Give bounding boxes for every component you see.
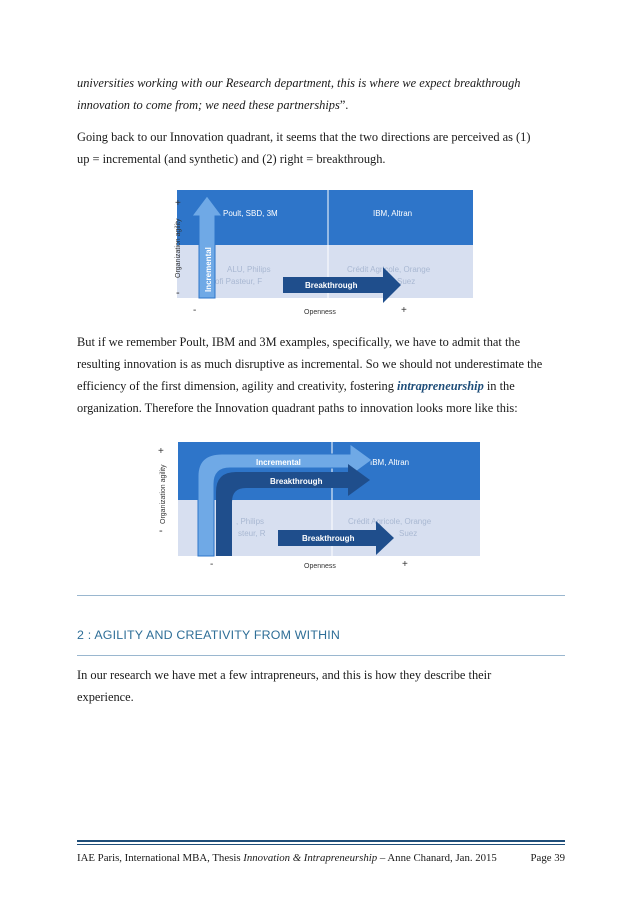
y-plus: +: [175, 198, 181, 209]
p2-line-3-end: in the: [483, 379, 515, 393]
x-axis-label: Openness: [304, 309, 336, 316]
quadrant-top-right-label: IBM, Altran: [370, 458, 410, 467]
incremental-arrow-label: Incremental: [204, 247, 213, 292]
quadrant-bottom-right-label-2: Suez: [399, 529, 418, 538]
page-footer: [77, 852, 565, 864]
quadrant-top-band: [177, 190, 473, 245]
paragraph-intrapreneurship: [77, 331, 565, 419]
intrapreneurship-link[interactable]: intrapreneurship: [397, 379, 484, 393]
p3-line-1: In our research we have met a few intrapreneurs, and this is how they describe their: [77, 668, 492, 682]
incremental-arrow-label: Incremental: [256, 458, 301, 467]
quote-line-1: universities working with our Research department, this is where we expect breakthrough: [77, 76, 521, 90]
section-heading: 2 : AGILITY AND CREATIVITY FROM WITHIN: [77, 628, 341, 642]
y-minus: -: [176, 287, 180, 299]
p3-line-2: experience.: [77, 690, 134, 704]
paragraph-quadrant-directions: [77, 126, 565, 170]
innovation-quadrant-figure-2: [152, 436, 482, 572]
y-plus: +: [158, 446, 164, 457]
p2-line-2: resulting innovation is as much disruptive as incremental. So we should not underestimate the: [77, 357, 543, 371]
quadrant-bottom-left-label-1: , Philips: [236, 517, 265, 526]
quadrant-bottom-right-label-2: Suez: [397, 277, 416, 286]
footer-rule-thick: [77, 840, 565, 842]
quadrant-bottom-left-label-1: ALU, Philips: [227, 265, 271, 274]
quadrant-top-right-label: IBM, Altran: [373, 209, 413, 218]
breakthrough-bottom-arrow-label: Breakthrough: [302, 534, 355, 543]
quadrant-bottom-right-label-1: Crédit Agricole, Orange: [347, 265, 431, 274]
quadrant-bottom-left-label-2: ofi Pasteur, F: [215, 277, 263, 286]
footer-left-end: – Anne Chanard, Jan. 2015: [377, 852, 497, 864]
innovation-quadrant-figure-1: [165, 186, 475, 316]
y-axis-label: Organization agility: [175, 218, 182, 278]
p1-line-1: Going back to our Innovation quadrant, it seems that the two directions are perceived as (1): [77, 130, 531, 144]
section-bottom-rule: [77, 655, 565, 656]
section-top-rule: [77, 595, 565, 596]
x-axis-label: Openness: [304, 563, 336, 570]
quadrant-top-left-label: Poult, SBD, 3M: [223, 209, 278, 218]
y-axis-label: Organization agility: [160, 464, 167, 524]
breakthrough-arrow-label: Breakthrough: [305, 281, 358, 290]
quadrant-bottom-right-label-1: Crédit Agricole, Orange: [348, 517, 432, 526]
footer-left-start: IAE Paris, International MBA, Thesis: [77, 852, 244, 864]
x-minus: -: [193, 305, 197, 316]
x-minus: -: [210, 559, 214, 570]
footer-rule-thin: [77, 844, 565, 845]
quadrant-bottom-left-label-2: steur, R: [238, 529, 266, 538]
x-plus: +: [401, 305, 407, 316]
p2-line-3-start: efficiency of the first dimension, agility and creativity, fostering: [77, 379, 397, 393]
quote-line-2: innovation to come from; we need these partnerships: [77, 98, 340, 112]
page-number: Page 39: [530, 852, 565, 864]
p2-line-1: But if we remember Poult, IBM and 3M examples, specifically, we have to admit that the: [77, 335, 521, 349]
quote-line-2-end: ”.: [339, 98, 349, 112]
footer-thesis-title: Innovation & Intrapreneurship: [243, 852, 378, 864]
y-minus: -: [159, 525, 163, 537]
p1-line-2: up = incremental (and synthetic) and (2) right = breakthrough.: [77, 152, 386, 166]
breakthrough-curved-arrow-label: Breakthrough: [270, 477, 323, 486]
footer-citation: [77, 852, 497, 864]
x-plus: +: [402, 559, 408, 570]
paragraph-intrapreneurs: [77, 664, 565, 708]
quote-paragraph: [77, 72, 565, 116]
p2-line-4: organization. Therefore the Innovation quadrant paths to innovation looks more like this:: [77, 401, 518, 415]
